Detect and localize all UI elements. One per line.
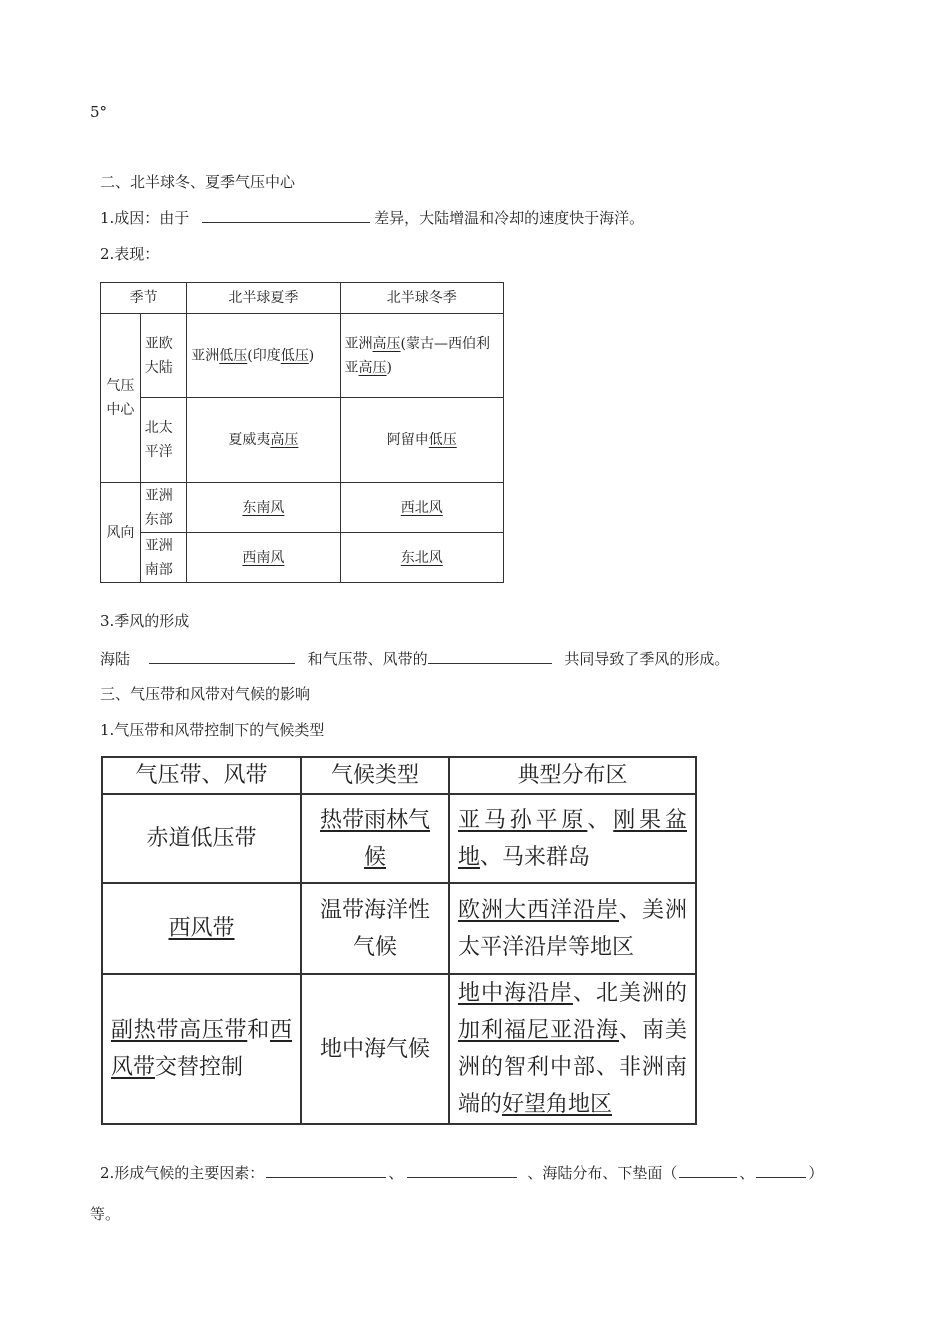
answer-belt: 西风带 [168, 916, 235, 941]
header-distribution: 典型分布区 [449, 757, 696, 794]
text: 、北美洲的 [572, 981, 687, 1006]
factor-blank-4[interactable] [756, 1162, 806, 1178]
answer-low: 低压 [428, 432, 457, 448]
distribution-maritime [449, 883, 696, 974]
cause-prefix: 1.成因：由于 [100, 209, 190, 227]
answer-low: 低压 [219, 347, 248, 364]
answer: 欧洲大西洋沿岸 [458, 897, 619, 923]
answer-wind: 西南风 [242, 549, 285, 566]
cell-east-asia-winter [340, 483, 503, 533]
climate-mediterranean: 地中海气候 [301, 974, 449, 1124]
cell-eurasia-summer [187, 314, 340, 398]
answer: 地中海沿岸 [458, 981, 573, 1006]
text: 阿留申 [386, 432, 429, 448]
monsoon-heading: 3.季风的形成 [100, 612, 190, 630]
header-climate: 气候类型 [301, 757, 449, 794]
region-eurasia: 亚欧大陆 [140, 314, 187, 398]
factor-blank-1[interactable] [266, 1162, 386, 1178]
text: 海陆 [100, 650, 131, 668]
factors-line [100, 1162, 823, 1183]
region-north-pacific: 北太平洋 [140, 398, 187, 483]
factors-wrap: 等。 [90, 1205, 121, 1223]
text: (蒙古—西伯利亚 [344, 335, 491, 376]
text: 、美洲太平洋沿岸等地区 [458, 897, 687, 960]
cell-south-asia-summer [187, 533, 340, 583]
region-south-asia: 亚洲南部 [140, 533, 187, 583]
expression-label: 2.表现： [100, 245, 160, 263]
climate-type-table [101, 756, 697, 1125]
text: 、海陆分布、下垫面（ [527, 1164, 678, 1182]
text: 、 [388, 1164, 404, 1182]
distribution-mediterranean [449, 974, 696, 1124]
text: 、南美洲的智利中部、非洲南端的 [458, 1018, 687, 1117]
monsoon-blank-2[interactable] [428, 648, 552, 664]
header-summer: 北半球夏季 [187, 283, 340, 314]
group-wind-direction: 风向 [101, 483, 141, 583]
answer-wind: 西北风 [400, 499, 443, 516]
text: 交替控制 [155, 1055, 244, 1080]
answer: 西风带 [111, 1018, 292, 1080]
answer-high: 高压 [372, 335, 401, 352]
text: ) [386, 359, 393, 376]
answer-high: 高压 [358, 359, 387, 376]
climate-rainforest [301, 794, 449, 883]
cell-east-asia-summer [187, 483, 340, 533]
text: ） [808, 1164, 824, 1182]
belt-westerlies [102, 883, 301, 974]
text: 、 [739, 1164, 755, 1182]
text: 和气压带、风带的 [307, 650, 428, 668]
cell-pacific-winter [340, 398, 503, 483]
cause-line [100, 207, 644, 228]
page-number: 5° [90, 103, 108, 121]
text: 亚洲 [191, 347, 220, 364]
header-season: 季节 [101, 283, 187, 314]
text: 和 [247, 1018, 270, 1043]
answer-wind: 东南风 [242, 499, 285, 516]
text: 2.形成气候的主要因素： [100, 1164, 265, 1182]
answer-wind: 东北风 [400, 549, 443, 566]
answer: 好望角地区 [502, 1092, 613, 1117]
monsoon-blank-1[interactable] [149, 648, 295, 664]
text: (印度 [247, 347, 281, 364]
answer: 副热带高压带 [111, 1018, 248, 1043]
answer: 加利福尼亚沿海 [458, 1018, 619, 1043]
distribution-rainforest [449, 794, 696, 883]
climate-maritime: 温带海洋性气候 [301, 883, 449, 974]
climate-sub-heading: 1.气压带和风带控制下的气候类型 [100, 721, 325, 739]
text: 、 [587, 807, 614, 833]
section-heading-climate: 三、气压带和风带对气候的影响 [100, 685, 311, 703]
header-winter: 北半球冬季 [340, 283, 503, 314]
monsoon-line [100, 648, 729, 669]
text: 夏威夷 [228, 432, 271, 448]
cell-south-asia-winter [340, 533, 503, 583]
cause-blank[interactable] [202, 207, 370, 223]
cell-pacific-summer [187, 398, 340, 483]
cause-suffix: 差异，大陆增温和冷却的速度快于海洋。 [374, 209, 645, 227]
text: 、马来群岛 [480, 844, 591, 870]
header-belt: 气压带、风带 [102, 757, 301, 794]
answer-low: 低压 [280, 347, 309, 364]
belt-alternating [102, 974, 301, 1124]
group-pressure-center: 气压中心 [101, 314, 141, 483]
cell-eurasia-winter [340, 314, 503, 398]
text: ) [308, 347, 315, 364]
answer: 刚果盆地 [458, 807, 687, 870]
factor-blank-2[interactable] [407, 1162, 517, 1178]
answer-high: 高压 [270, 432, 299, 448]
region-east-asia: 亚洲东部 [140, 483, 187, 533]
pressure-center-table [100, 282, 504, 583]
text: 共同导致了季风的形成。 [564, 650, 730, 668]
answer: 亚马孙平原 [458, 807, 588, 833]
belt-equatorial-low: 赤道低压带 [102, 794, 301, 883]
answer-climate: 热带雨林气候 [319, 807, 430, 870]
factor-blank-3[interactable] [679, 1162, 737, 1178]
section-heading-pressure-centers: 二、北半球冬、夏季气压中心 [100, 173, 296, 191]
text: 亚洲 [344, 335, 373, 352]
